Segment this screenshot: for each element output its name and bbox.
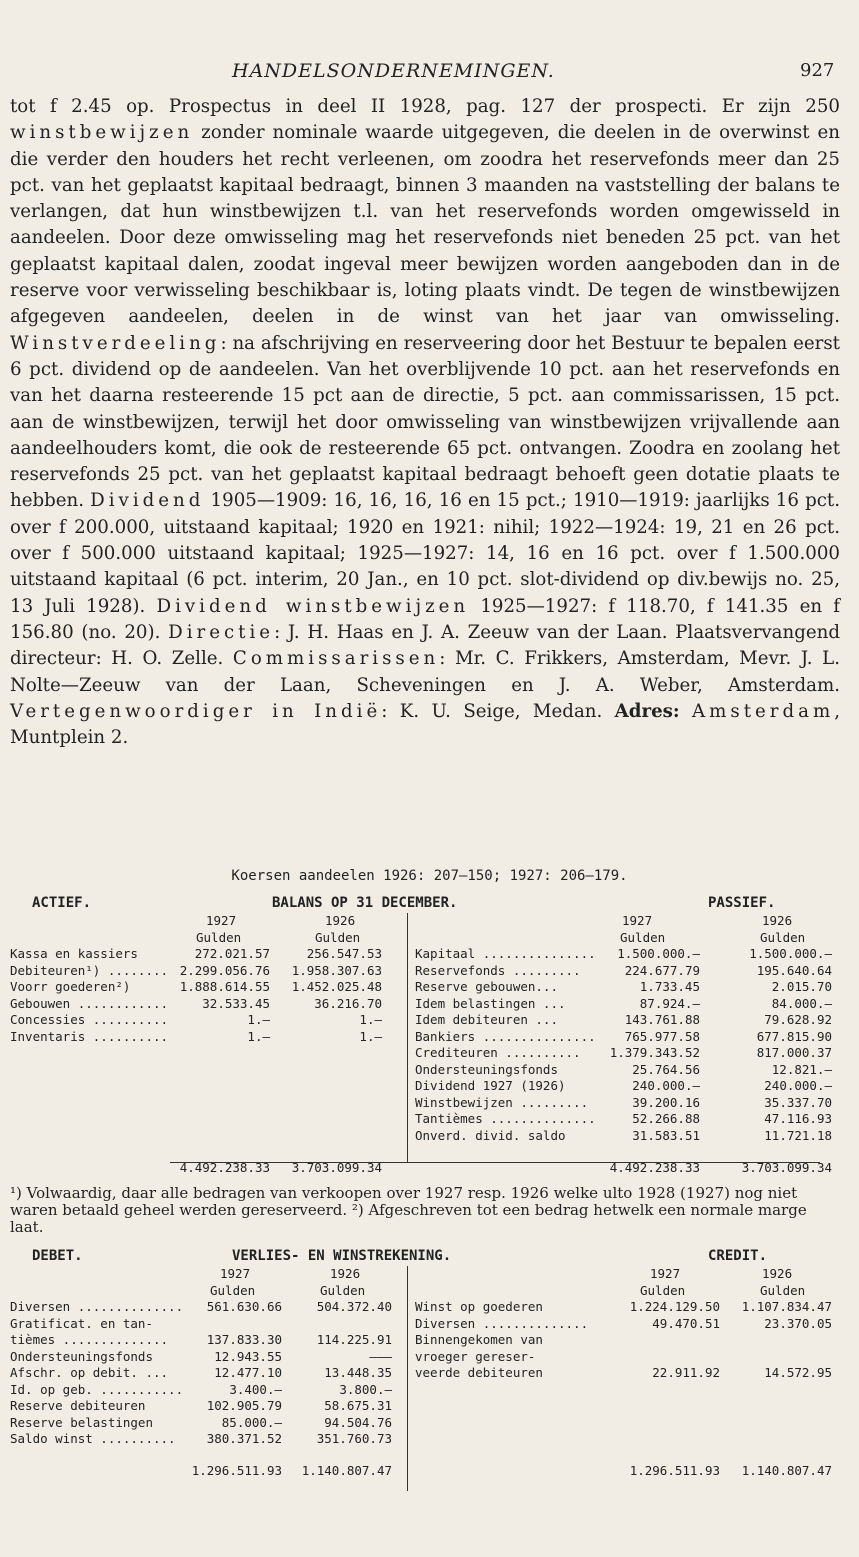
row-value: 25.764.56 (632, 1061, 700, 1077)
paragraph-segment: f (50, 96, 57, 117)
row-value: 351.760.73 (316, 1431, 392, 1446)
paragraph-segment: Adres: (614, 700, 680, 722)
paragraph-segment: Directie (168, 621, 275, 643)
table-row (10, 963, 840, 980)
row-value: ——— (369, 1348, 392, 1364)
row-label: Dividend 1927 (1926) (415, 1078, 566, 1093)
row-value: 1.107.834.47 (741, 1299, 832, 1314)
row-value: 14.572.95 (764, 1365, 832, 1380)
row-value: 2.015.70 (771, 979, 832, 994)
paragraph-segment: Vertegenwoordiger in Indië (10, 700, 382, 722)
row-value: 1.— (247, 1012, 270, 1027)
row-value: 94.504.76 (324, 1414, 392, 1430)
row-value: 677.815.90 (756, 1028, 832, 1044)
row-value: 1.— (247, 1028, 270, 1044)
row-label: Inventaris .......... (10, 1028, 169, 1044)
pl-unit-row: Gulden Gulden Gulden Gulden (210, 1282, 806, 1298)
row-value: 58.675.31 (324, 1398, 392, 1413)
row-value: 3.400.— (229, 1381, 282, 1397)
paragraph-segment: zonder nominale waarde uitgegeven, die deelen in de overwinst en die verder den houders het recht verleenen, om zoodra het reservefonds meer dan 25 pct. van het geplaatst kapitaal bedraagt, binnen 3 maanden na vaststelling der balans te verlangen, dat hun winstbewijzen t.l. van het reservefonds worden omgewisseld in aandeelen. Door deze omwisseling mag het reservefonds niet beneden 25 pct. van het geplaatst kapitaal dalen, zoodat ingeval meer bewijzen worden aangeboden dan in de reserve voor verwisseling beschikbaar is, loting plaats vindt. De tegen de winstbewijzen afgegeven aandeelen, deelen in de winst van het jaar van omwisseling. (10, 122, 840, 328)
row-value: 143.761.88 (624, 1012, 700, 1027)
table-row (10, 996, 840, 1013)
paragraph-segment: winstbewijzen (10, 122, 194, 144)
row-value: 87.924.— (639, 995, 700, 1011)
actief-heading: ACTIEF. (32, 895, 92, 911)
table-row (10, 1012, 840, 1029)
row-label: Voorr goederen²) (10, 979, 131, 994)
row-value: 195.640.64 (756, 962, 832, 978)
paragraph-segment: Dividend (90, 490, 205, 512)
table-row (10, 1431, 840, 1448)
row-value: 35.337.70 (764, 1094, 832, 1110)
row-label: Crediteuren .......... (415, 1045, 581, 1060)
row-label: Reservefonds ......... (415, 962, 581, 978)
row-label: Winst op goederen (415, 1299, 543, 1314)
pl-totals: 1.296.511.93 1.140.807.47 1.296.511.93 1.140.807.47 (191, 1463, 832, 1478)
balance-divider (407, 913, 408, 1163)
row-label: Afschr. op debit. ... (10, 1365, 169, 1380)
row-value: 102.905.79 (206, 1398, 282, 1413)
row-value: 79.628.92 (764, 1012, 832, 1027)
row-value: 1.379.343.52 (609, 1045, 700, 1060)
row-value: 1.958.307.63 (291, 962, 382, 978)
pl-year-row: 1927 1926 1927 1926 (220, 1266, 793, 1281)
paragraph-segment: : K. U. Seige, Medan. (381, 700, 615, 722)
paragraph-segment: 1925—1927: f 118.70, f 141.35 en f 156.80 (no. 20). (10, 595, 841, 643)
row-value: 272.021.57 (194, 946, 270, 961)
row-label: Kapitaal ............... (415, 946, 596, 961)
table-row (10, 1095, 840, 1112)
row-value: 31.583.51 (632, 1127, 700, 1143)
balance-total-rule (170, 1162, 820, 1163)
row-value: 47.116.93 (764, 1111, 832, 1126)
row-value: 1.500.000.— (617, 946, 700, 961)
pl-title: VERLIES- EN WINSTREKENING. (232, 1248, 452, 1264)
table-row (10, 1078, 840, 1095)
row-label: Kassa en kassiers (10, 946, 138, 961)
row-value: 817.000.37 (756, 1045, 832, 1060)
row-label: Ondersteuningsfonds (415, 1061, 558, 1077)
row-label: Reserve belastingen (10, 1414, 153, 1430)
row-label: Gratificat. en tan- (10, 1315, 153, 1331)
table-row (10, 1349, 840, 1366)
row-label: Diversen .............. (415, 1315, 589, 1331)
table-row (10, 1029, 840, 1046)
row-label: Bankiers ............... (415, 1028, 596, 1044)
paragraph-segment: 1905—1909: 16, 16, 16, 16 en 15 pct.; 1910—1919: jaarlijks 16 pct. over f 200.000, uitstaand kapitaal; 1920 en 1921: nihil; 1922—1924: 19, 21 en 26 pct. over f 500.000 uitstaand kapitaal; 1925—1927: 14, 16 en 16 pct. over f 1.500.000 uitstaand kapitaal (6 pct. interim, 20 Jan., en 10 pct. slot-dividend op div.bewijs no. 25, 13 Juli 1928). (10, 490, 840, 617)
row-value: 380.371.52 (206, 1431, 282, 1446)
row-label: Ondersteuningsfonds (10, 1348, 153, 1364)
table-row (10, 1398, 840, 1415)
row-label: Gebouwen ............ (10, 995, 169, 1011)
row-label: Reserve gebouwen... (415, 979, 558, 994)
row-value: 1.733.45 (639, 979, 700, 994)
row-value: 240.000.— (632, 1078, 700, 1093)
row-value: 114.225.91 (316, 1332, 392, 1347)
row-value: 561.630.66 (206, 1299, 282, 1314)
paragraph-segment: : J. H. Haas en J. A. Zeeuw van der Laan. Plaatsvervangend directeur: H. O. Zelle. (10, 621, 840, 670)
row-value: 52.266.88 (632, 1111, 700, 1126)
table-row (10, 1382, 840, 1399)
header-title: HANDELSONDERNEMINGEN. (232, 60, 555, 82)
row-value: 32.533.45 (202, 995, 270, 1011)
row-label: Reserve debiteuren (10, 1398, 146, 1413)
paragraph-segment: Dividend winstbewijzen (156, 595, 470, 617)
row-label: Onverd. divid. saldo (415, 1127, 566, 1143)
row-label: veerde debiteuren (415, 1365, 543, 1380)
row-value: 85.000.— (221, 1414, 282, 1430)
paragraph-segment: Commissarissen (232, 648, 440, 670)
row-value: 12.943.55 (214, 1348, 282, 1364)
pl-divider (407, 1266, 408, 1491)
row-label: Winstbewijzen ......... (415, 1094, 589, 1110)
row-value: 224.677.79 (624, 962, 700, 978)
row-value: 3.800.— (339, 1381, 392, 1397)
profit-loss-account (10, 1248, 840, 1480)
balance-title: BALANS OP 31 DECEMBER. (272, 895, 458, 911)
row-value: 13.448.35 (324, 1365, 392, 1380)
row-value: 256.547.53 (306, 946, 382, 961)
credit-heading: CREDIT. (708, 1248, 768, 1264)
year-row: 1927 1926 1927 1926 (206, 913, 793, 928)
paragraph-segment: : Mr. C. Frikkers, Amsterdam, Mevr. J. L. Nolte—Zeeuw van der Laan, Scheveningen en J. A. Weber, Amsterdam. (10, 648, 841, 696)
row-value: 36.216.70 (314, 995, 382, 1011)
table-row (10, 946, 840, 963)
row-value: 1.500.000.— (749, 946, 832, 961)
paragraph-segment: 2.45 op. Prospectus in deel II 1928, pag. 127 der prospecti. Er zijn 250 (56, 96, 840, 117)
pl-heading (10, 1248, 840, 1266)
row-label: Id. op geb. ........... (10, 1381, 184, 1397)
row-value: 39.200.16 (632, 1094, 700, 1110)
table-row (10, 1299, 840, 1316)
row-value: 1.888.614.55 (179, 979, 270, 994)
row-value: 1.— (359, 1028, 382, 1044)
page-number: 927 (800, 60, 835, 81)
paragraph-segment: , Muntplein 2. (10, 700, 841, 749)
row-value: 49.470.51 (652, 1315, 720, 1331)
row-value: 1.— (359, 1012, 382, 1027)
row-label: Concessies .......... (10, 1012, 169, 1027)
row-value: 504.372.40 (316, 1299, 392, 1314)
unit-row: Gulden Gulden Gulden Gulden (196, 929, 806, 945)
row-value: 11.721.18 (764, 1127, 832, 1143)
row-label: Idem debiteuren ... (415, 1012, 558, 1027)
table-row (10, 1128, 840, 1145)
paragraph-segment: : na afschrijving en reserveering door het Bestuur te bepalen eerst 6 pct. dividend op de aandeelen. Van het overblijvende 10 pct. aan het reservefonds en van het daarna resteerende 15 pct aan de directie, 5 pct. aan commissarissen, 15 pct. aan de winstbewijzen, terwijl het door omwisseling van winstbewijzen vrijvallende aan aandeelhouders komt, die ook de resteerende 65 pct. ontvangen. Zoodra en zoolang het reservefonds 25 pct. van het geplaatst kapitaal bedraagt behoeft geen dotatie plaats te hebben. (10, 332, 840, 512)
row-label: tièmes .............. (10, 1332, 169, 1347)
company-description (10, 94, 840, 751)
row-label: Idem belastingen ... (415, 995, 566, 1011)
row-value: 2.299.056.76 (179, 962, 270, 978)
row-label: vroeger gereser- (415, 1348, 536, 1364)
row-value: 23.370.05 (764, 1315, 832, 1331)
paragraph-segment: Winstverdeeling (10, 332, 221, 354)
row-label: Tantièmes .............. (415, 1111, 596, 1126)
table-row (10, 1365, 840, 1382)
row-value: 22.911.92 (652, 1365, 720, 1380)
share-quotations: Koersen aandeelen 1926: 207—150; 1927: 206—179. (231, 868, 628, 884)
paragraph-segment (680, 701, 692, 722)
debet-heading: DEBET. (32, 1248, 83, 1264)
paragraph-segment: tot (10, 96, 50, 117)
row-value: 137.833.30 (206, 1332, 282, 1347)
table-row (10, 979, 840, 996)
paragraph-segment: Amsterdam (692, 700, 835, 722)
passief-heading: PASSIEF. (708, 895, 776, 911)
row-value: 765.977.58 (624, 1028, 700, 1044)
table-row (10, 1415, 840, 1432)
row-label: Diversen .............. (10, 1299, 184, 1314)
row-value: 84.000.— (771, 995, 832, 1011)
row-label: Binnengekomen van (415, 1332, 543, 1347)
table-row (10, 1316, 840, 1333)
table-row (10, 1332, 840, 1349)
row-value: 1.224.129.50 (629, 1299, 720, 1314)
table-row (10, 1062, 840, 1079)
table-row (10, 1045, 840, 1062)
row-value: 12.477.10 (214, 1365, 282, 1380)
balance-sheet (10, 895, 840, 1177)
row-value: 1.452.025.48 (291, 979, 382, 994)
row-label: Debiteuren¹) ........ (10, 962, 169, 978)
row-label: Saldo winst .......... (10, 1431, 176, 1446)
balance-totals: 4.492.238.33 3.703.099.34 4.492.238.33 3.703.099.34 (179, 1160, 832, 1175)
table-row (10, 1111, 840, 1128)
running-header (0, 54, 859, 94)
balance-heading (10, 895, 840, 913)
row-value: 240.000.— (764, 1078, 832, 1093)
balance-footnote: ¹) Volwaardig, daar alle bedragen van verkoopen over 1927 resp. 1926 welke ulto 1928 (1927) nog niet waren betaald geheel werden gereserveerd. ²) Afgeschreven tot een bedrag hetwelk een normale marge laat. (10, 1184, 807, 1236)
row-value: 12.821.— (771, 1061, 832, 1077)
